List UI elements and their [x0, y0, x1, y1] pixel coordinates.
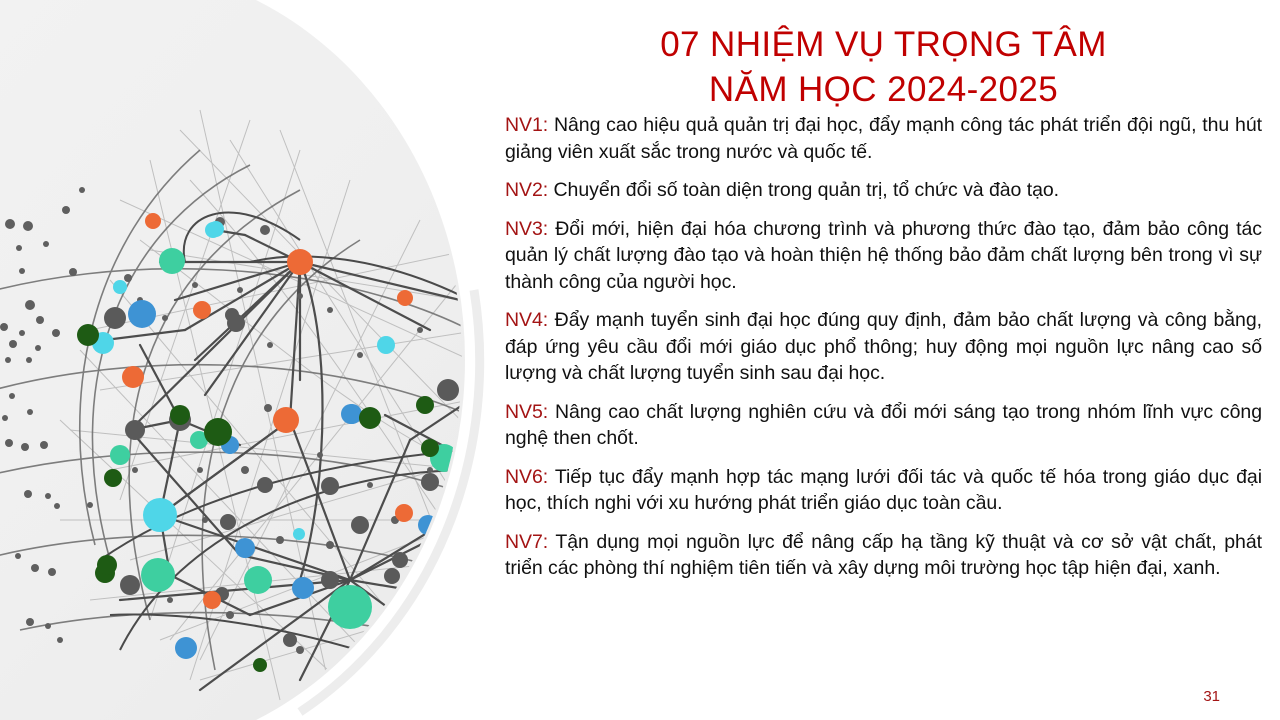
node-blue	[175, 637, 197, 659]
task-tag-nv6: NV6:	[505, 465, 549, 488]
network-globe-svg	[0, 0, 500, 720]
task-item-nv7	[505, 529, 1262, 582]
task-list	[505, 112, 1262, 582]
task-text-nv5: Nâng cao chất lượng nghiên cứu và đổi mới sáng tạo trong nhóm lĩnh vực công nghệ then chốt.	[505, 400, 1262, 449]
node-orange	[193, 301, 211, 319]
scatter-dots-inner	[87, 217, 433, 654]
task-text-nv3: Đổi mới, hiện đại hóa chương trình và phương thức đào tạo, đảm bảo công tác quản lý chất lượng đào tạo và hoàn thiện hệ thống bảo đảm chất lượng bên trong vì sự thành công của người học.	[505, 217, 1262, 293]
node-dark-green	[421, 439, 439, 457]
node-orange	[122, 366, 144, 388]
task-tag-nv7: NV7:	[505, 530, 549, 553]
node-orange	[287, 249, 313, 275]
network-edges	[105, 230, 470, 690]
sweeping-arcs	[100, 213, 470, 690]
title-line-2: NĂM HỌC 2024-2025	[708, 70, 1059, 109]
task-tag-nv2: NV2:	[505, 179, 549, 201]
page-title	[505, 22, 1262, 112]
task-tag-nv3: NV3:	[505, 217, 549, 240]
node-cyan	[205, 222, 221, 238]
node-dark-green	[253, 658, 267, 672]
node-dark-green	[416, 396, 434, 414]
node-teal	[244, 566, 272, 594]
background-panel	[0, 0, 480, 720]
node-cyan	[92, 332, 114, 354]
task-tag-nv1: NV1:	[505, 114, 549, 136]
node-orange	[145, 213, 161, 229]
node-blue	[221, 436, 239, 454]
node-cyan	[293, 528, 305, 540]
faint-network-lines	[60, 110, 480, 700]
task-item-nv6	[505, 464, 1262, 517]
node-dark-green	[77, 324, 99, 346]
node-teal	[141, 558, 175, 592]
node-teal	[159, 248, 185, 274]
node-orange	[397, 290, 413, 306]
task-tag-nv4: NV4:	[505, 309, 549, 331]
node-dark-green	[95, 563, 115, 583]
task-text-nv6: Tiếp tục đẩy mạnh hợp tác mạng lưới đối tác và quốc tế hóa trong giáo dục đại học, thích nghi với xu hướng phát triển giáo dục toàn cầu.	[505, 465, 1262, 514]
node-dark-green	[359, 407, 381, 429]
task-item-nv4	[505, 307, 1262, 387]
node-orange	[203, 591, 221, 609]
task-item-nv2	[505, 177, 1262, 204]
node-cyan	[143, 498, 177, 532]
node-dark-green	[97, 555, 117, 575]
task-tag-nv5: NV5:	[505, 400, 549, 423]
node-dark-green	[104, 469, 122, 487]
node-dark-green	[204, 418, 232, 446]
task-text-nv2: Chuyển đổi số toàn diện trong quản trị, tổ chức và đào tạo.	[548, 179, 1060, 201]
network-globe-illustration	[0, 0, 500, 720]
task-text-nv1: Nâng cao hiệu quả quản trị đại học, đẩy mạnh công tác phát triển đội ngũ, thu hút giảng viên xuất sắc trong nước và quốc tế.	[505, 114, 1262, 163]
node-blue	[341, 404, 361, 424]
node-cyan	[113, 280, 127, 294]
colored-nodes	[77, 213, 458, 672]
task-item-nv1	[505, 112, 1262, 165]
node-teal	[190, 431, 208, 449]
node-blue	[128, 300, 156, 328]
node-blue	[342, 404, 362, 424]
node-orange	[395, 504, 413, 522]
node-cyan	[377, 336, 395, 354]
node-blue	[235, 538, 255, 558]
node-teal	[110, 445, 130, 465]
node-orange	[273, 407, 299, 433]
scatter-dots-outer	[0, 187, 85, 643]
node-teal	[430, 444, 458, 472]
node-teal	[328, 585, 372, 629]
task-item-nv5	[505, 399, 1262, 452]
task-text-nv7: Tận dụng mọi nguồn lực để nâng cấp hạ tầng kỹ thuật và cơ sở vật chất, phát triển các phòng thí nghiệm tiên tiến và xây dựng môi trường học tập hiện đại, xanh.	[505, 530, 1262, 579]
globe-wireframe	[0, 150, 480, 670]
page-number: 31	[1203, 688, 1220, 705]
node-blue	[292, 577, 314, 599]
node-dark-green	[170, 405, 190, 425]
node-blue	[418, 515, 438, 535]
node-cyan	[208, 221, 224, 237]
task-item-nv3	[505, 216, 1262, 296]
content-column	[505, 0, 1262, 720]
title-line-1: 07 NHIỆM VỤ TRỌNG TÂM	[660, 25, 1107, 64]
task-text-nv4: Đẩy mạnh tuyển sinh đại học đúng quy định, đảm bảo chất lượng và công bằng, đáp ứng yêu cầu đổi mới giáo dục phổ thông; huy động mọi nguồn lực nâng cao số lượng và chất lượng tuyển sinh sau đại học.	[505, 309, 1262, 384]
gray-nodes	[104, 307, 459, 647]
